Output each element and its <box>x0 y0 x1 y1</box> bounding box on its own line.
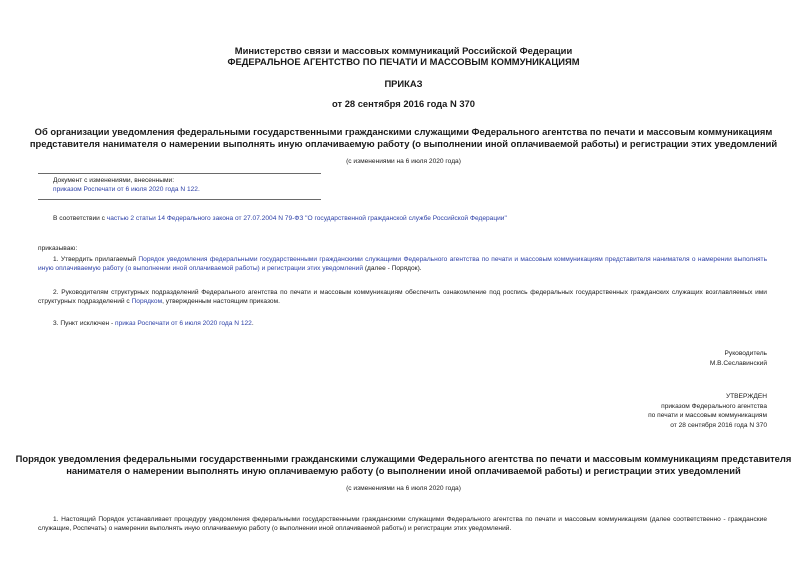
procedure-paragraph-1: 1. Настоящий Порядок устанавливает процедуру уведомления федеральными государственными гражданскими служащими Федерального агентства по печати и массовым коммуникациям (далее соответственно - гражданские служащие, Роспечать) о намерении выполнять иную оплачиваемую работу (о выполнении иной оплачиваемой работы) и регистрации этих уведомлений. <box>38 516 767 532</box>
doc-title-line-1: Об организации уведомления федеральными государственными гражданскими служащими Федерального агентства по печати и массовым коммуникациям <box>34 126 773 137</box>
doc-type: ПРИКАЗ <box>384 78 423 89</box>
agency-name: ФЕДЕРАЛЬНОЕ АГЕНТСТВО ПО ПЕЧАТИ И МАССОВЫМ КОММУНИКАЦИЯМ <box>227 56 580 67</box>
item-3-prefix: 3. Пункт исключен - <box>53 320 116 327</box>
preamble <box>53 214 773 223</box>
procedure-link[interactable]: Порядок уведомления федеральными государственными гражданскими служащими Федерального агентства по печати и массовым коммуникациям представителя нанимателя о намерении выполнять иную оплачиваемую работу (о выполнении иной оплачиваемой работы) и регистрации этих уведомлений <box>38 256 767 272</box>
procedure-ref-link[interactable]: Порядком <box>131 298 163 305</box>
item-1-prefix: 1. Утвердить прилагаемый <box>53 256 139 263</box>
procedure-changes-note: (с изменениями на 6 июля 2020 года) <box>346 485 461 492</box>
approval-line-3: по печати и массовым коммуникациям <box>648 412 767 419</box>
doc-date: от 28 сентября 2016 года N 370 <box>332 98 475 109</box>
divider-bottom <box>38 199 321 200</box>
order-item-2 <box>38 288 767 306</box>
changes-link[interactable]: приказом Роспечати от 6 июля 2020 года N 122. <box>53 186 200 193</box>
item-2-suffix: , утвержденным настоящим приказом. <box>162 298 280 305</box>
signature-role: Руководитель <box>724 350 767 357</box>
changes-label: Документ с изменениями, внесенными: <box>53 177 175 184</box>
order-item-1 <box>38 255 767 273</box>
procedure-title-line-2: нанимателя о намерении выполнять иную оплачиваемую работу (о выполнении иной оплачиваемой работы) и регистрации этих уведомлений <box>66 465 741 476</box>
item-1-suffix: (далее - Порядок). <box>363 265 422 272</box>
divider-top <box>38 173 321 174</box>
federal-law-link[interactable]: частью 2 статьи 14 Федерального закона от 27.07.2004 N 79-ФЗ "О государственной гражданской службе Российской Федерации" <box>106 215 507 222</box>
approval-line-2: приказом Федерального агентства <box>661 403 767 410</box>
approval-line-4: от 28 сентября 2016 года N 370 <box>670 422 767 429</box>
ministry-name: Министерство связи и массовых коммуникаций Российской Федерации <box>234 45 573 56</box>
procedure-title-line-1: Порядок уведомления федеральными государственными гражданскими служащими Федерального агентства по печати и массовым коммуникациям представителя <box>15 453 792 464</box>
order-item-3 <box>53 319 254 328</box>
exclusion-link[interactable]: приказ Роспечати от 6 июля 2020 года N 122 <box>115 320 252 327</box>
approval-title: УТВЕРЖДЕН <box>725 393 767 400</box>
item-3-suffix: . <box>251 320 254 327</box>
order-word: приказываю: <box>38 245 78 252</box>
changes-note: (с изменениями на 6 июля 2020 года) <box>346 158 461 165</box>
signature-name: М.В.Сеславинский <box>709 360 767 367</box>
doc-title-line-2: представителя нанимателя о намерении выполнять иную оплачиваемую работу (о выполнении иной оплачиваемой работы) и регистрации этих уведомлений <box>29 138 778 149</box>
item-2-prefix: 2. Руководителям структурных подразделений Федерального агентства по печати и массовым коммуникациям обеспечить ознакомление под роспись федеральных государственных гражданских служащих возглавляемых ими структурных подразделений с <box>38 289 767 305</box>
preamble-prefix: В соответствии с <box>53 215 107 222</box>
